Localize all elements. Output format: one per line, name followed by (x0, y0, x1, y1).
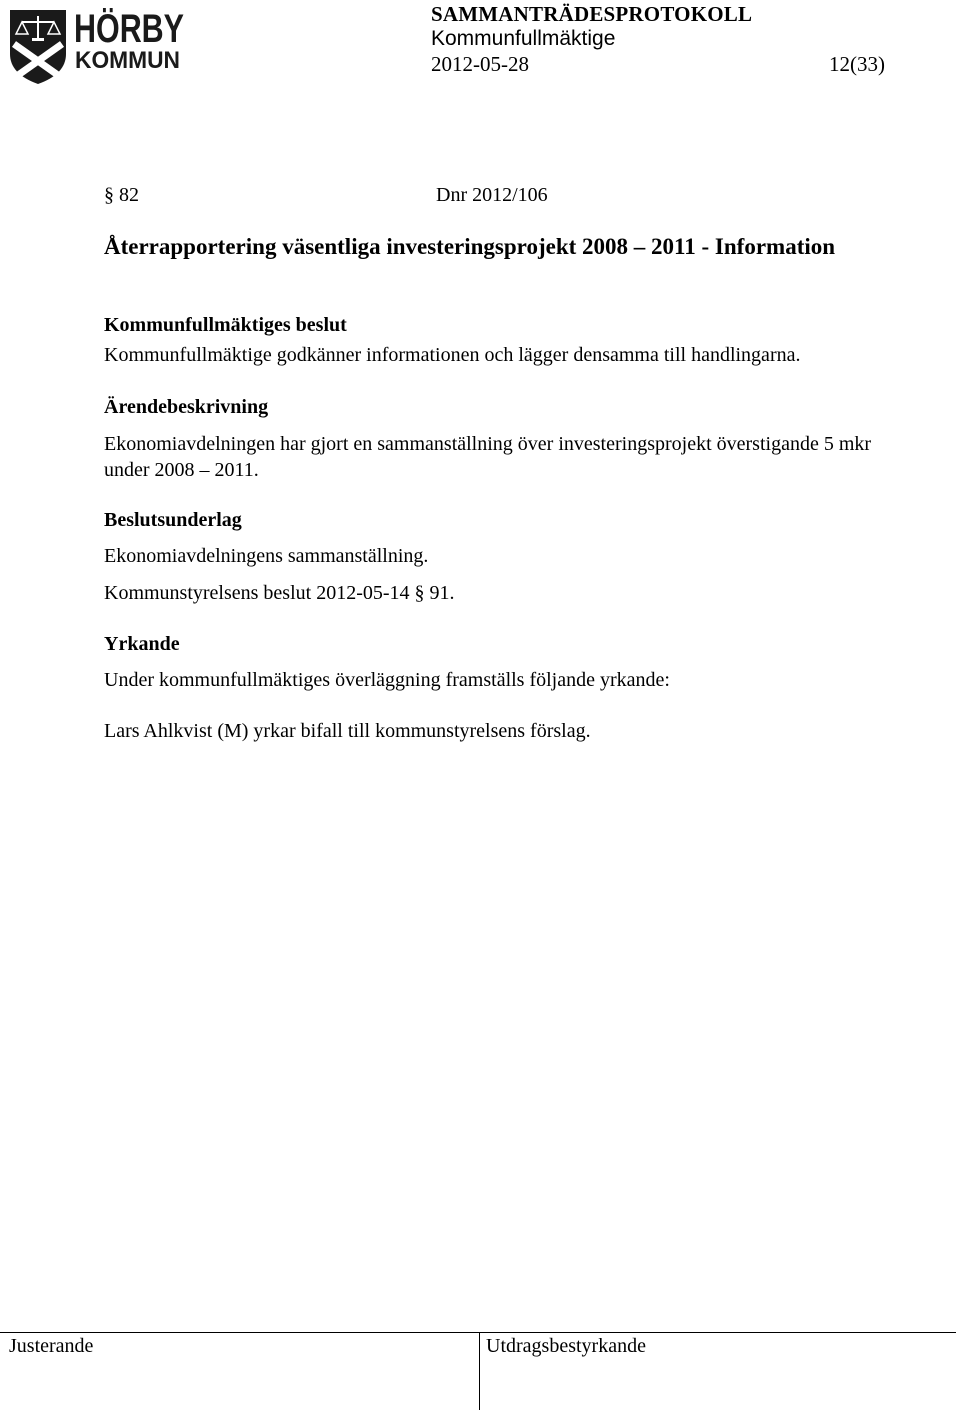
logo-line1: HÖRBY (74, 7, 219, 51)
assembly-name: Kommunfullmäktige (431, 27, 616, 50)
decision-text: Kommunfullmäktige godkänner informationen och lägger densamma till handlingarna. (104, 344, 801, 366)
coat-of-arms-icon (10, 10, 66, 84)
case-title: Återrapportering väsentliga investeringsprojekt 2008 – 2011 - Information (104, 234, 836, 259)
motion-intro: Under kommunfullmäktiges överläggning framställs följande yrkande: (104, 669, 670, 691)
footer-column-divider (479, 1332, 480, 1410)
description-heading: Ärendebeskrivning (104, 396, 269, 418)
paragraph-number: § 82 (104, 184, 139, 206)
basis-heading: Beslutsunderlag (104, 509, 242, 531)
adjuster-field-label: Justerande (9, 1335, 94, 1357)
logo-line2: KOMMUN (75, 47, 180, 74)
horby-kommun-logo (8, 4, 219, 86)
extract-certifier-field-label: Utdragsbestyrkande (486, 1335, 646, 1357)
basis-item: Kommunstyrelsens beslut 2012-05-14 § 91. (104, 582, 455, 604)
case-number: Dnr 2012/106 (436, 184, 548, 206)
document-type: SAMMANTRÄDESPROTOKOLL (431, 2, 753, 26)
decision-heading: Kommunfullmäktiges beslut (104, 314, 347, 336)
description-text: Ekonomiavdelningen har gjort en sammanställning över investeringsprojekt överstigande 5 mkr under 2008 – 2011. (104, 433, 872, 481)
motion-text: Lars Ahlkvist (M) yrkar bifall till kommunstyrelsens förslag. (104, 720, 591, 742)
footer-divider (0, 1332, 956, 1333)
meeting-date: 2012-05-28 (431, 52, 529, 76)
motion-heading: Yrkande (104, 633, 180, 655)
page-number: 12(33) (829, 52, 885, 76)
basis-item: Ekonomiavdelningens sammanställning. (104, 545, 429, 567)
